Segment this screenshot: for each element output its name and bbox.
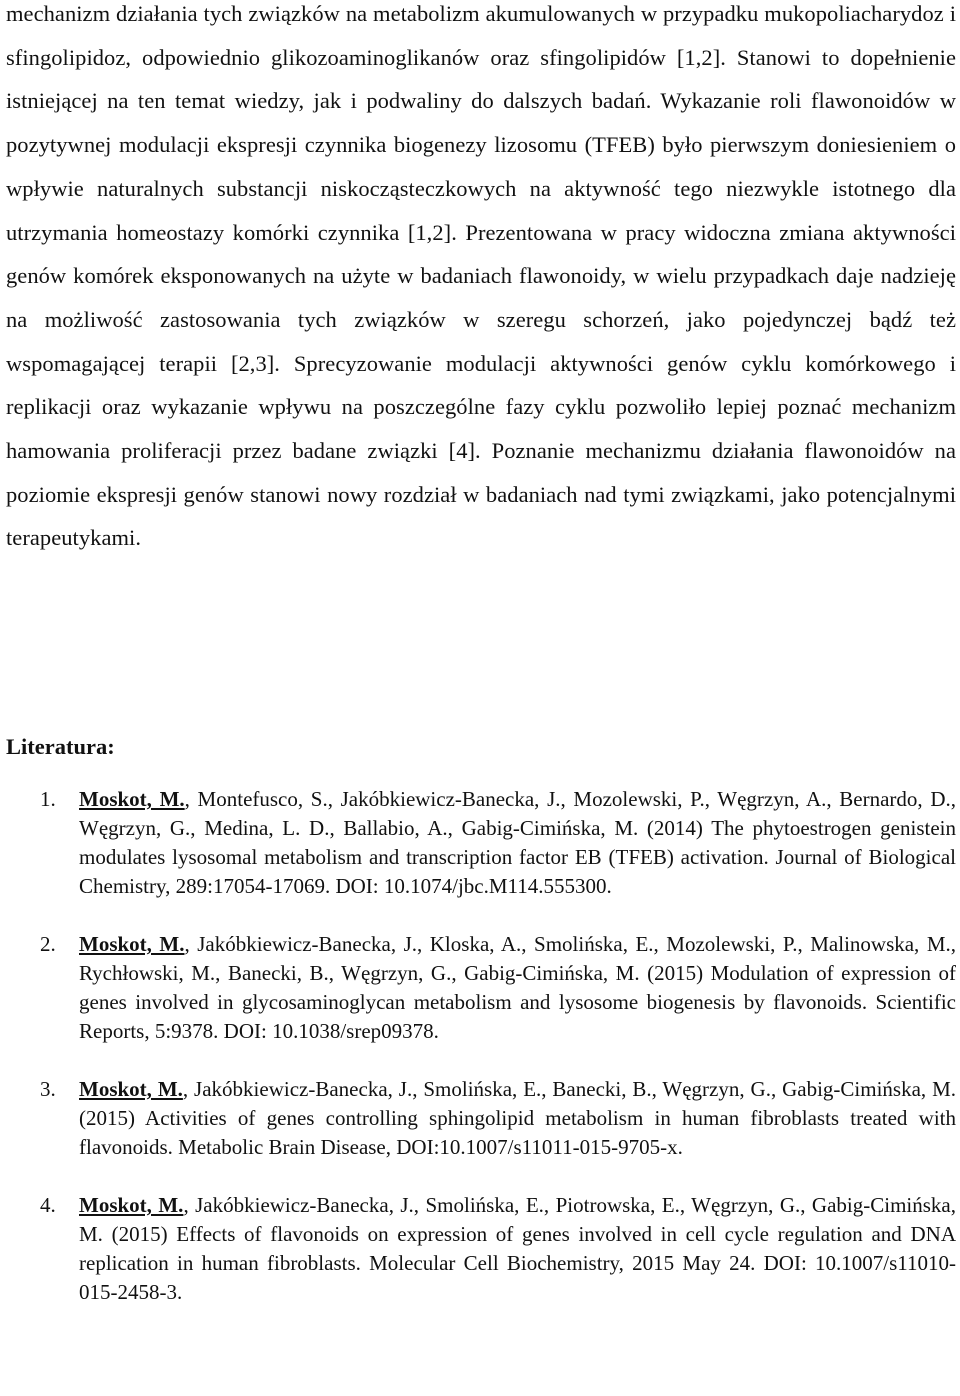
paragraph-segment: Prezentowana w pracy widoczna zmiana aktywności genów komórek eksponowanych na użyte w badaniach flawonoidy, w wielu przypadkach daje nadzieję na możliwość zastosowania tych związków w szeregu schorzeń, jako pojedynczej bądź też wspomagającej terapii [2,3]. [6,219,956,376]
paragraph-segment: Poznanie mechanizmu działania flawonoidów na poziomie ekspresji genów stanowi nowy rozdział w badaniach nad tymi związkami, jako potencjalnymi terapeutykami. [6,438,956,551]
reference-lead-author: Moskot, M. [79,1193,184,1217]
reference-lead-author: Moskot, M. [79,932,185,956]
paragraph-segment: mechanizm działania tych związków na metabolizm akumulowanych w przypadku mukopoliacharydoz i sfingolipidoz, odpowiednio glikozoaminoglikanów oraz sfingolipidów [1,2]. Stanowi to dopełnienie istniejącej na ten temat wiedzy, jak i podwaliny do dalszych badań. [6,1,956,114]
literature-heading: Literatura: [6,734,115,759]
reference-item [6,1075,956,1162]
reference-number: 4. [40,1193,56,1217]
reference-details: , Jakóbkiewicz-Banecka, J., Smolińska, E., Piotrowska, E., Węgrzyn, G., Gabig-Cimińska, M. (2015) Effects of flavonoids on expression of genes involved in cell cycle regulation and DNA replication in human fibroblasts. Molecular Cell Biochemistry, 2015 May 24. DOI: 10.1007/s11010-015-2458-3. [79,1193,956,1304]
reference-number: 3. [40,1077,56,1101]
reference-item [6,1191,956,1307]
paragraph-segment: Sprecyzowanie modulacji aktywności genów cyklu komórkowego i replikacji oraz wykazanie wpływu na poszczególne fazy cyklu pozwoliło lepiej poznać mechanizm hamowania proliferacji przez badane związki [4]. [6,350,957,464]
reference-details: , Jakóbkiewicz-Banecka, J., Smolińska, E., Banecki, B., Węgrzyn, G., Gabig-Cimińska, M. (2015) Activities of genes controlling sphingolipid metabolism in human fibroblasts treated with flavonoids. Metabolic Brain Disease, DOI:10.1007/s11011-015-9705-x. [79,1077,956,1159]
reference-item [6,785,956,901]
document-page [6,0,957,1304]
reference-item [6,930,956,1046]
reference-number: 2. [40,932,56,956]
reference-details: , Jakóbkiewicz-Banecka, J., Kloska, A., Smolińska, E., Mozolewski, P., Malinowska, M., Rychłowski, M., Banecki, B., Węgrzyn, G., Gabig-Cimińska, M. (2015) Modulation of expression of genes involved in glycosaminoglycan metabolism and lysosome biogenesis by flavonoids. Scientific Reports, 5:9378. DOI: 10.1038/srep09378. [79,932,956,1043]
reference-number: 1. [40,787,56,811]
reference-lead-author: Moskot, M. [79,787,185,811]
reference-details: , Montefusco, S., Jakóbkiewicz-Banecka, J., Mozolewski, P., Węgrzyn, A., Bernardo, D., Węgrzyn, G., Medina, L. D., Ballabio, A., Gabig-Cimińska, M. (2014) The phytoestrogen genistein modulates lysosomal metabolism and transcription factor EB (TFEB) activation. Journal of Biological Chemistry, 289:17054-17069. DOI: 10.1074/jbc.M114.555300. [79,787,956,898]
paragraph-segment: Wykazanie roli flawonoidów w pozytywnej modulacji ekspresji czynnika biogenezy lizosomu (TFEB) było pierwszym doniesieniem o wpływie naturalnych substancji niskocząsteczkowych na aktywność tego niezwykle istotnego dla utrzymania homeostazy komórki czynnika [1,2]. [6,88,956,245]
reference-list [6,785,956,1336]
reference-lead-author: Moskot, M. [79,1077,183,1101]
body-paragraph [6,0,956,560]
